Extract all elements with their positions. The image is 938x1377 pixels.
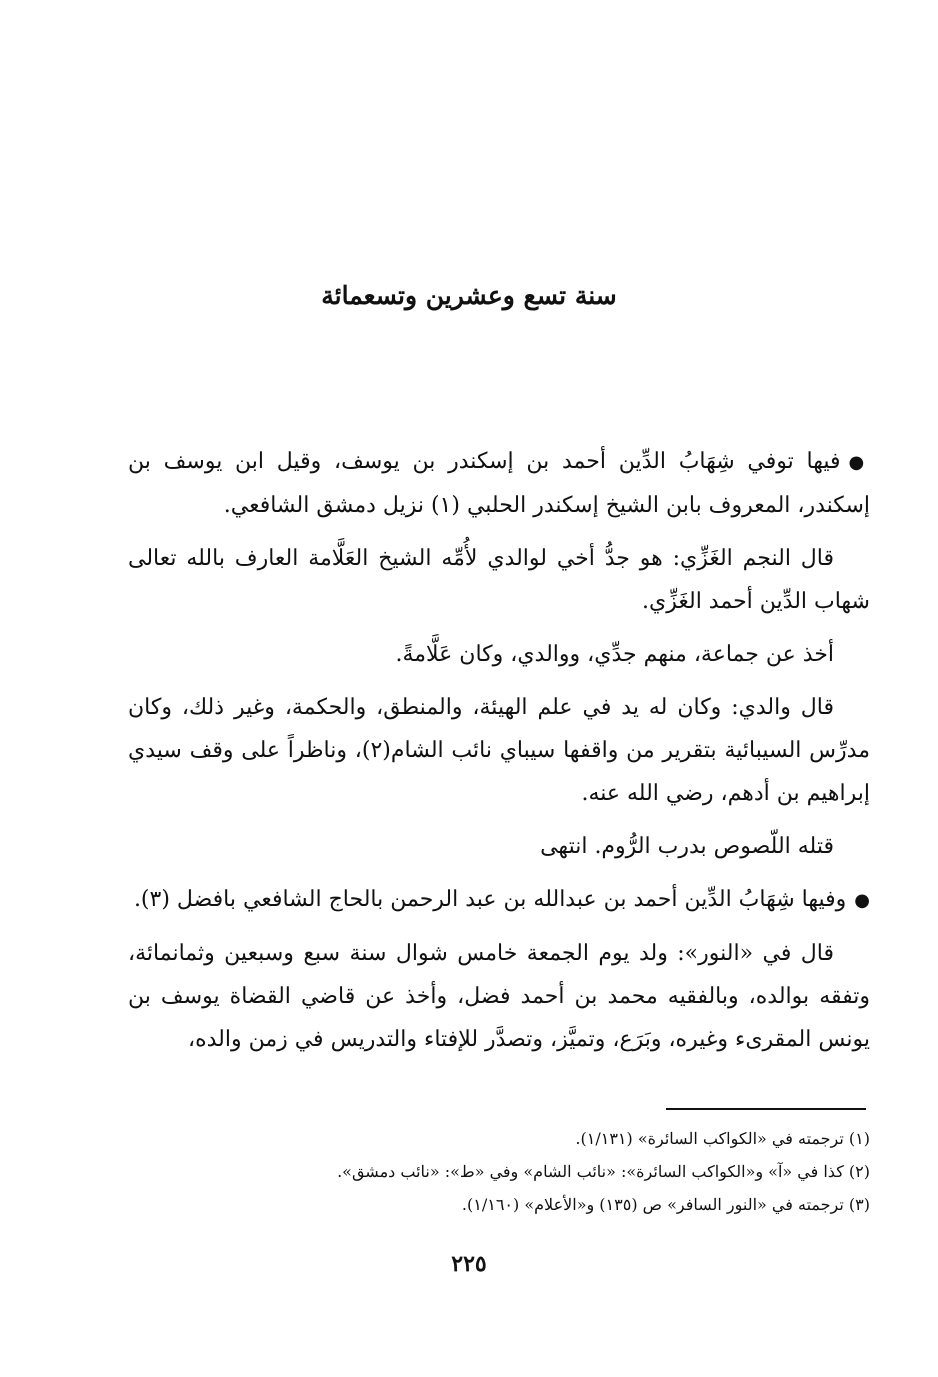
footnote-3: (٣) ترجمته في «النور السافر» ص (١٣٥) و«الأعلام» (١/١٦٠). bbox=[461, 1195, 870, 1214]
bullet-icon: ● bbox=[848, 452, 870, 473]
footnotes bbox=[128, 1122, 870, 1221]
page-number: ٢٢٥ bbox=[451, 1251, 487, 1277]
paragraph-text: قال النجم الغَزِّي: هو جدُّ أخي لوالدي لأُمِّه الشيخ العَلَّامة العارف بالله تعالى شهاب الدِّين أحمد الغَزِّي. bbox=[128, 546, 870, 614]
paragraph-6 bbox=[128, 878, 870, 922]
footnote-2: (٢) كذا في «آ» و«الكواكب السائرة»: «نائب الشام» وفي «ط»: «نائب دمشق». bbox=[337, 1162, 870, 1181]
paragraph-4 bbox=[128, 686, 870, 815]
paragraph-3 bbox=[128, 633, 870, 676]
paragraph-2 bbox=[128, 537, 870, 623]
paragraph-text: أخذ عن جماعة، منهم جدِّي، ووالدي، وكان عَلَّامةً. bbox=[395, 642, 834, 667]
paragraph-text: وفيها شِهَابُ الدِّين أحمد بن عبدالله بن عبد الرحمن بالحاج الشافعي بافضل (٣). bbox=[133, 887, 847, 912]
paragraph-text: قتله اللّصوص بدرب الرُّوم. انتهى bbox=[540, 834, 834, 859]
footnote-1: (١) ترجمته في «الكواكب السائرة» (١/١٣١). bbox=[575, 1129, 870, 1148]
section-heading: سنة تسع وعشرين وتسعمائة bbox=[321, 281, 617, 310]
paragraph-text: قال والدي: وكان له يد في علم الهيئة، والمنطق، والحكمة، وغير ذلك، وكان مدرِّس السيبائية بتقرير من واقفها سيباي نائب الشام(٢)، وناظراً على وقف سيدي إبراهيم بن أدهم، رضي الله عنه. bbox=[128, 695, 870, 806]
bullet-icon: ● bbox=[854, 890, 870, 911]
paragraph-text: قال في «النور»: ولد يوم الجمعة خامس شوال سنة سبع وسبعين وثمانمائة، وتفقه بوالده، وبالفقيه محمد بن أحمد فضل، وأخذ عن قاضي القضاة يوسف بن يونس المقرىء وغيره، وبَرَع، وتميَّز، وتصدَّر للإفتاء والتدريس في زمن والده، bbox=[128, 941, 870, 1052]
paragraph-text: فيها توفي شِهَابُ الدِّين أحمد بن إسكندر بن يوسف، وقيل ابن يوسف بن إسكندر، المعروف بابن الشيخ إسكندر الحلبي (١) نزيل دمشق الشافعي. bbox=[128, 449, 870, 518]
paragraph-1 bbox=[128, 440, 870, 527]
paragraph-7 bbox=[128, 932, 870, 1061]
footnote-divider bbox=[666, 1108, 866, 1110]
main-text bbox=[128, 440, 870, 1071]
paragraph-5 bbox=[128, 825, 870, 868]
